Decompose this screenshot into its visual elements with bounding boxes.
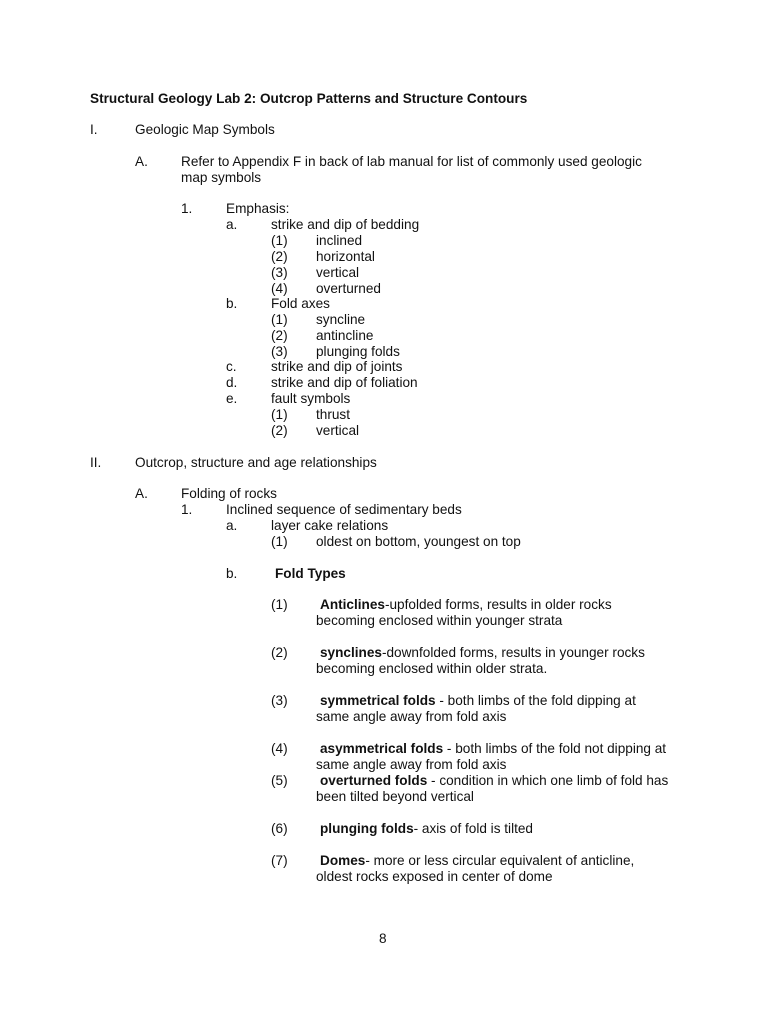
section-2a-label: A. xyxy=(135,486,148,501)
section-1a-label: A. xyxy=(135,154,148,169)
list-item-number: (1) xyxy=(271,233,288,248)
page-title: Structural Geology Lab 2: Outcrop Patterns and Structure Contours xyxy=(90,91,528,106)
section-1-number: I. xyxy=(90,122,98,137)
fold-type-description: - both limbs of the fold not dipping at xyxy=(443,741,667,756)
fold-type-line1 xyxy=(320,773,668,789)
fold-type-line1 xyxy=(320,821,533,837)
fold-type-description: - condition in which one limb of fold has xyxy=(427,773,669,788)
subitem-c-text: strike and dip of joints xyxy=(271,359,403,374)
item-1-text: Inclined sequence of sedimentary beds xyxy=(226,502,462,517)
fold-type-number: (1) xyxy=(271,597,288,612)
fold-type-line1 xyxy=(320,597,612,613)
fold-type-line2: same angle away from fold axis xyxy=(316,757,507,772)
list-item-number: (2) xyxy=(271,328,288,343)
subitem-a-text: strike and dip of bedding xyxy=(271,217,420,232)
section-2a-text: Folding of rocks xyxy=(181,486,277,501)
fold-type-description: -downfolded forms, results in younger rocks xyxy=(381,645,645,660)
list-item-number: (1) xyxy=(271,407,288,422)
section-2-number: II. xyxy=(90,455,102,470)
fold-type-line2: same angle away from fold axis xyxy=(316,709,507,724)
fold-type-number: (4) xyxy=(271,741,288,756)
section-2-heading: Outcrop, structure and age relationships xyxy=(135,455,377,470)
item-1-label: 1. xyxy=(181,502,193,517)
fold-type-term: plunging folds xyxy=(320,821,414,836)
list-item-number: (4) xyxy=(271,281,288,296)
subitem-d-text: strike and dip of foliation xyxy=(271,375,418,390)
fold-type-description: - more or less circular equivalent of anticline, xyxy=(365,853,635,868)
fold-type-description: -upfolded forms, results in older rocks xyxy=(384,597,612,612)
fold-type-number: (5) xyxy=(271,773,288,788)
fold-type-line1 xyxy=(320,741,666,757)
fold-type-term: Anticlines xyxy=(320,597,385,612)
fold-type-number: (3) xyxy=(271,693,288,708)
fold-type-number: (6) xyxy=(271,821,288,836)
list-item-text: inclined xyxy=(316,233,363,248)
list-item-number: (2) xyxy=(271,423,288,438)
subitem-b-text: Fold axes xyxy=(271,296,330,311)
list-item-text: oldest on bottom, youngest on top xyxy=(316,534,521,549)
list-item-text: vertical xyxy=(316,423,360,438)
fold-type-line1 xyxy=(320,693,636,709)
fold-type-term: synclines xyxy=(320,645,382,660)
fold-type-line1 xyxy=(320,645,645,661)
item-1-label: 1. xyxy=(181,201,193,216)
fold-type-description: - axis of fold is tilted xyxy=(413,821,533,836)
subitem-a-text: layer cake relations xyxy=(271,518,389,533)
list-item-number: (3) xyxy=(271,344,288,359)
list-item-text: horizontal xyxy=(316,249,375,264)
fold-type-line1 xyxy=(320,853,634,869)
fold-type-term: symmetrical folds xyxy=(320,693,436,708)
fold-type-line2: becoming enclosed within younger strata xyxy=(316,613,563,628)
fold-type-line2: oldest rocks exposed in center of dome xyxy=(316,869,553,884)
section-1a-text-line2: map symbols xyxy=(181,170,262,185)
list-item-number: (2) xyxy=(271,249,288,264)
item-1-text: Emphasis: xyxy=(226,201,290,216)
list-item-text: thrust xyxy=(316,407,350,422)
subitem-a-label: a. xyxy=(226,518,238,533)
list-item-number: (1) xyxy=(271,534,288,549)
list-item-text: antincline xyxy=(316,328,374,343)
subitem-e-text: fault symbols xyxy=(271,391,351,406)
subitem-b-label: b. xyxy=(226,566,238,581)
fold-type-line2: becoming enclosed within older strata. xyxy=(316,661,548,676)
fold-types-heading: Fold Types xyxy=(275,566,346,581)
subitem-a-label: a. xyxy=(226,217,238,232)
page-number: 8 xyxy=(379,931,387,946)
fold-type-description: - both limbs of the fold dipping at xyxy=(435,693,636,708)
fold-type-number: (2) xyxy=(271,645,288,660)
subitem-b-label: b. xyxy=(226,296,238,311)
fold-type-term: Domes xyxy=(320,853,366,868)
list-item-text: plunging folds xyxy=(316,344,400,359)
fold-type-number: (7) xyxy=(271,853,288,868)
subitem-e-label: e. xyxy=(226,391,238,406)
list-item-text: vertical xyxy=(316,265,360,280)
fold-type-line2: been tilted beyond vertical xyxy=(316,789,474,804)
fold-type-term: overturned folds xyxy=(320,773,428,788)
section-1-heading: Geologic Map Symbols xyxy=(135,122,275,137)
list-item-text: syncline xyxy=(316,312,366,327)
subitem-d-label: d. xyxy=(226,375,238,390)
section-1a-text-line1: Refer to Appendix F in back of lab manual for list of commonly used geologic xyxy=(181,154,642,169)
subitem-c-label: c. xyxy=(226,359,237,374)
fold-type-term: asymmetrical folds xyxy=(320,741,444,756)
list-item-text: overturned xyxy=(316,281,381,296)
list-item-number: (3) xyxy=(271,265,288,280)
list-item-number: (1) xyxy=(271,312,288,327)
